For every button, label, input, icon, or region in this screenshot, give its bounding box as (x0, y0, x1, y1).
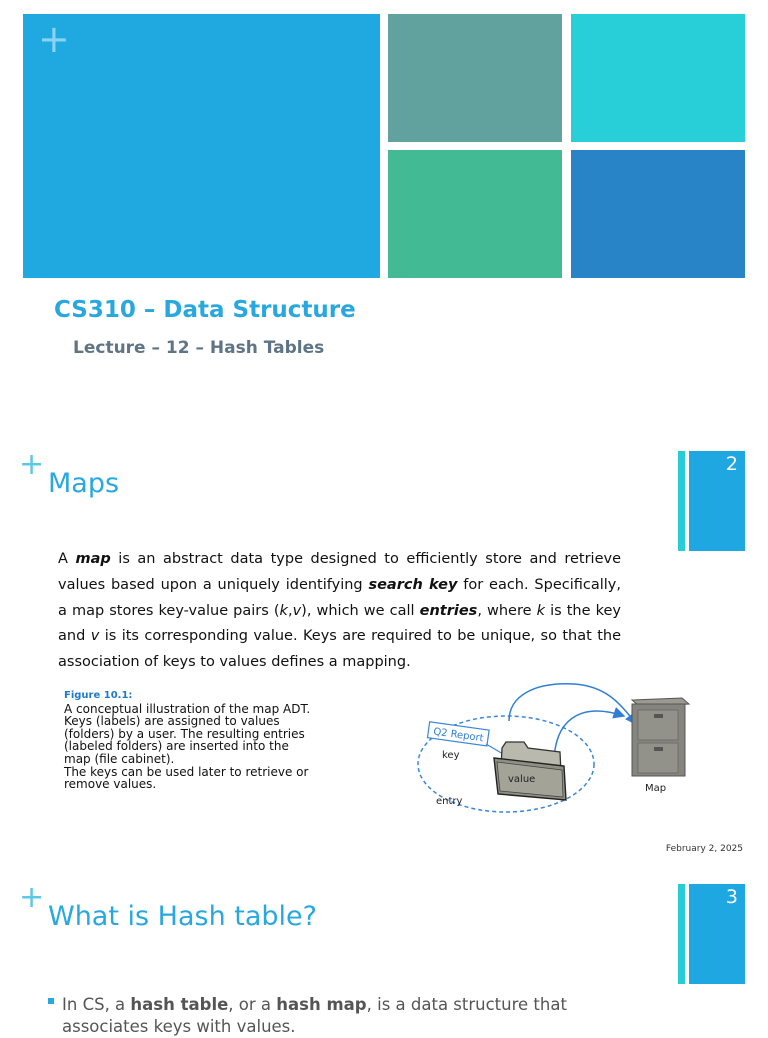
title-tile-teal-gray (388, 14, 562, 142)
title-tile-large (23, 14, 380, 278)
bullet-item (48, 994, 648, 1038)
caption-line: remove values. (64, 777, 157, 792)
slide-number-accent (678, 884, 685, 984)
key-tag-text: Q2 Report (432, 726, 485, 745)
title-tile-cyan (571, 14, 745, 142)
course-title: CS310 – Data Structure (54, 297, 356, 323)
caption-line: (folders) by a user. The resulting entries (64, 726, 305, 741)
title-tile-green (388, 150, 562, 278)
map-label: Map (645, 783, 667, 794)
title-tile-blue (571, 150, 745, 278)
bullet-text: In CS, a hash table, or a hash map, is a data structure that associates keys with values. (62, 995, 567, 1036)
term-search-key: search key (368, 576, 458, 593)
slide-number: 2 (689, 451, 745, 551)
key-label: key (442, 750, 460, 761)
caption-line: Keys (labels) are assigned to values (64, 714, 280, 729)
plus-icon: + (38, 17, 70, 61)
caption-line: The keys can be used later to retrieve or (64, 764, 309, 779)
term-map: map (75, 551, 111, 567)
slide-number: 3 (689, 884, 745, 984)
plus-icon: + (19, 447, 45, 482)
figure-label: Figure 10.1: (64, 690, 133, 701)
entry-label: entry (436, 796, 463, 807)
slide-title-hash-table: What is Hash table? (48, 901, 317, 932)
lecture-subtitle: Lecture – 12 – Hash Tables (73, 338, 325, 358)
value-label: value (508, 774, 536, 785)
figure-caption (64, 690, 339, 791)
maps-paragraph: A map is an abstract data type designed to efficiently store and retrieve values based upon a uniquely identifying search key for each. Specifically, a map stores key-value pairs (k,v), which we call entries, where k is the key and v is its corresponding value. Keys are required to be unique, so that the association of keys to values defines a mapping. (58, 551, 622, 671)
insert-arrow (554, 711, 624, 764)
slide-number-accent (678, 451, 685, 551)
caption-line: (labeled folders) are inserted into the (64, 739, 289, 754)
slide-date: February 2, 2025 (665, 844, 743, 854)
term-entries: entries (419, 602, 478, 619)
map-adt-illustration (414, 676, 714, 821)
caption-line: map (file cabinet). (64, 751, 175, 766)
caption-line: A conceptual illustration of the map ADT. (64, 701, 311, 716)
bullet-marker (48, 998, 54, 1004)
plus-icon: + (19, 880, 45, 915)
slide-title-maps: Maps (48, 468, 120, 499)
file-cabinet-icon (632, 698, 689, 776)
